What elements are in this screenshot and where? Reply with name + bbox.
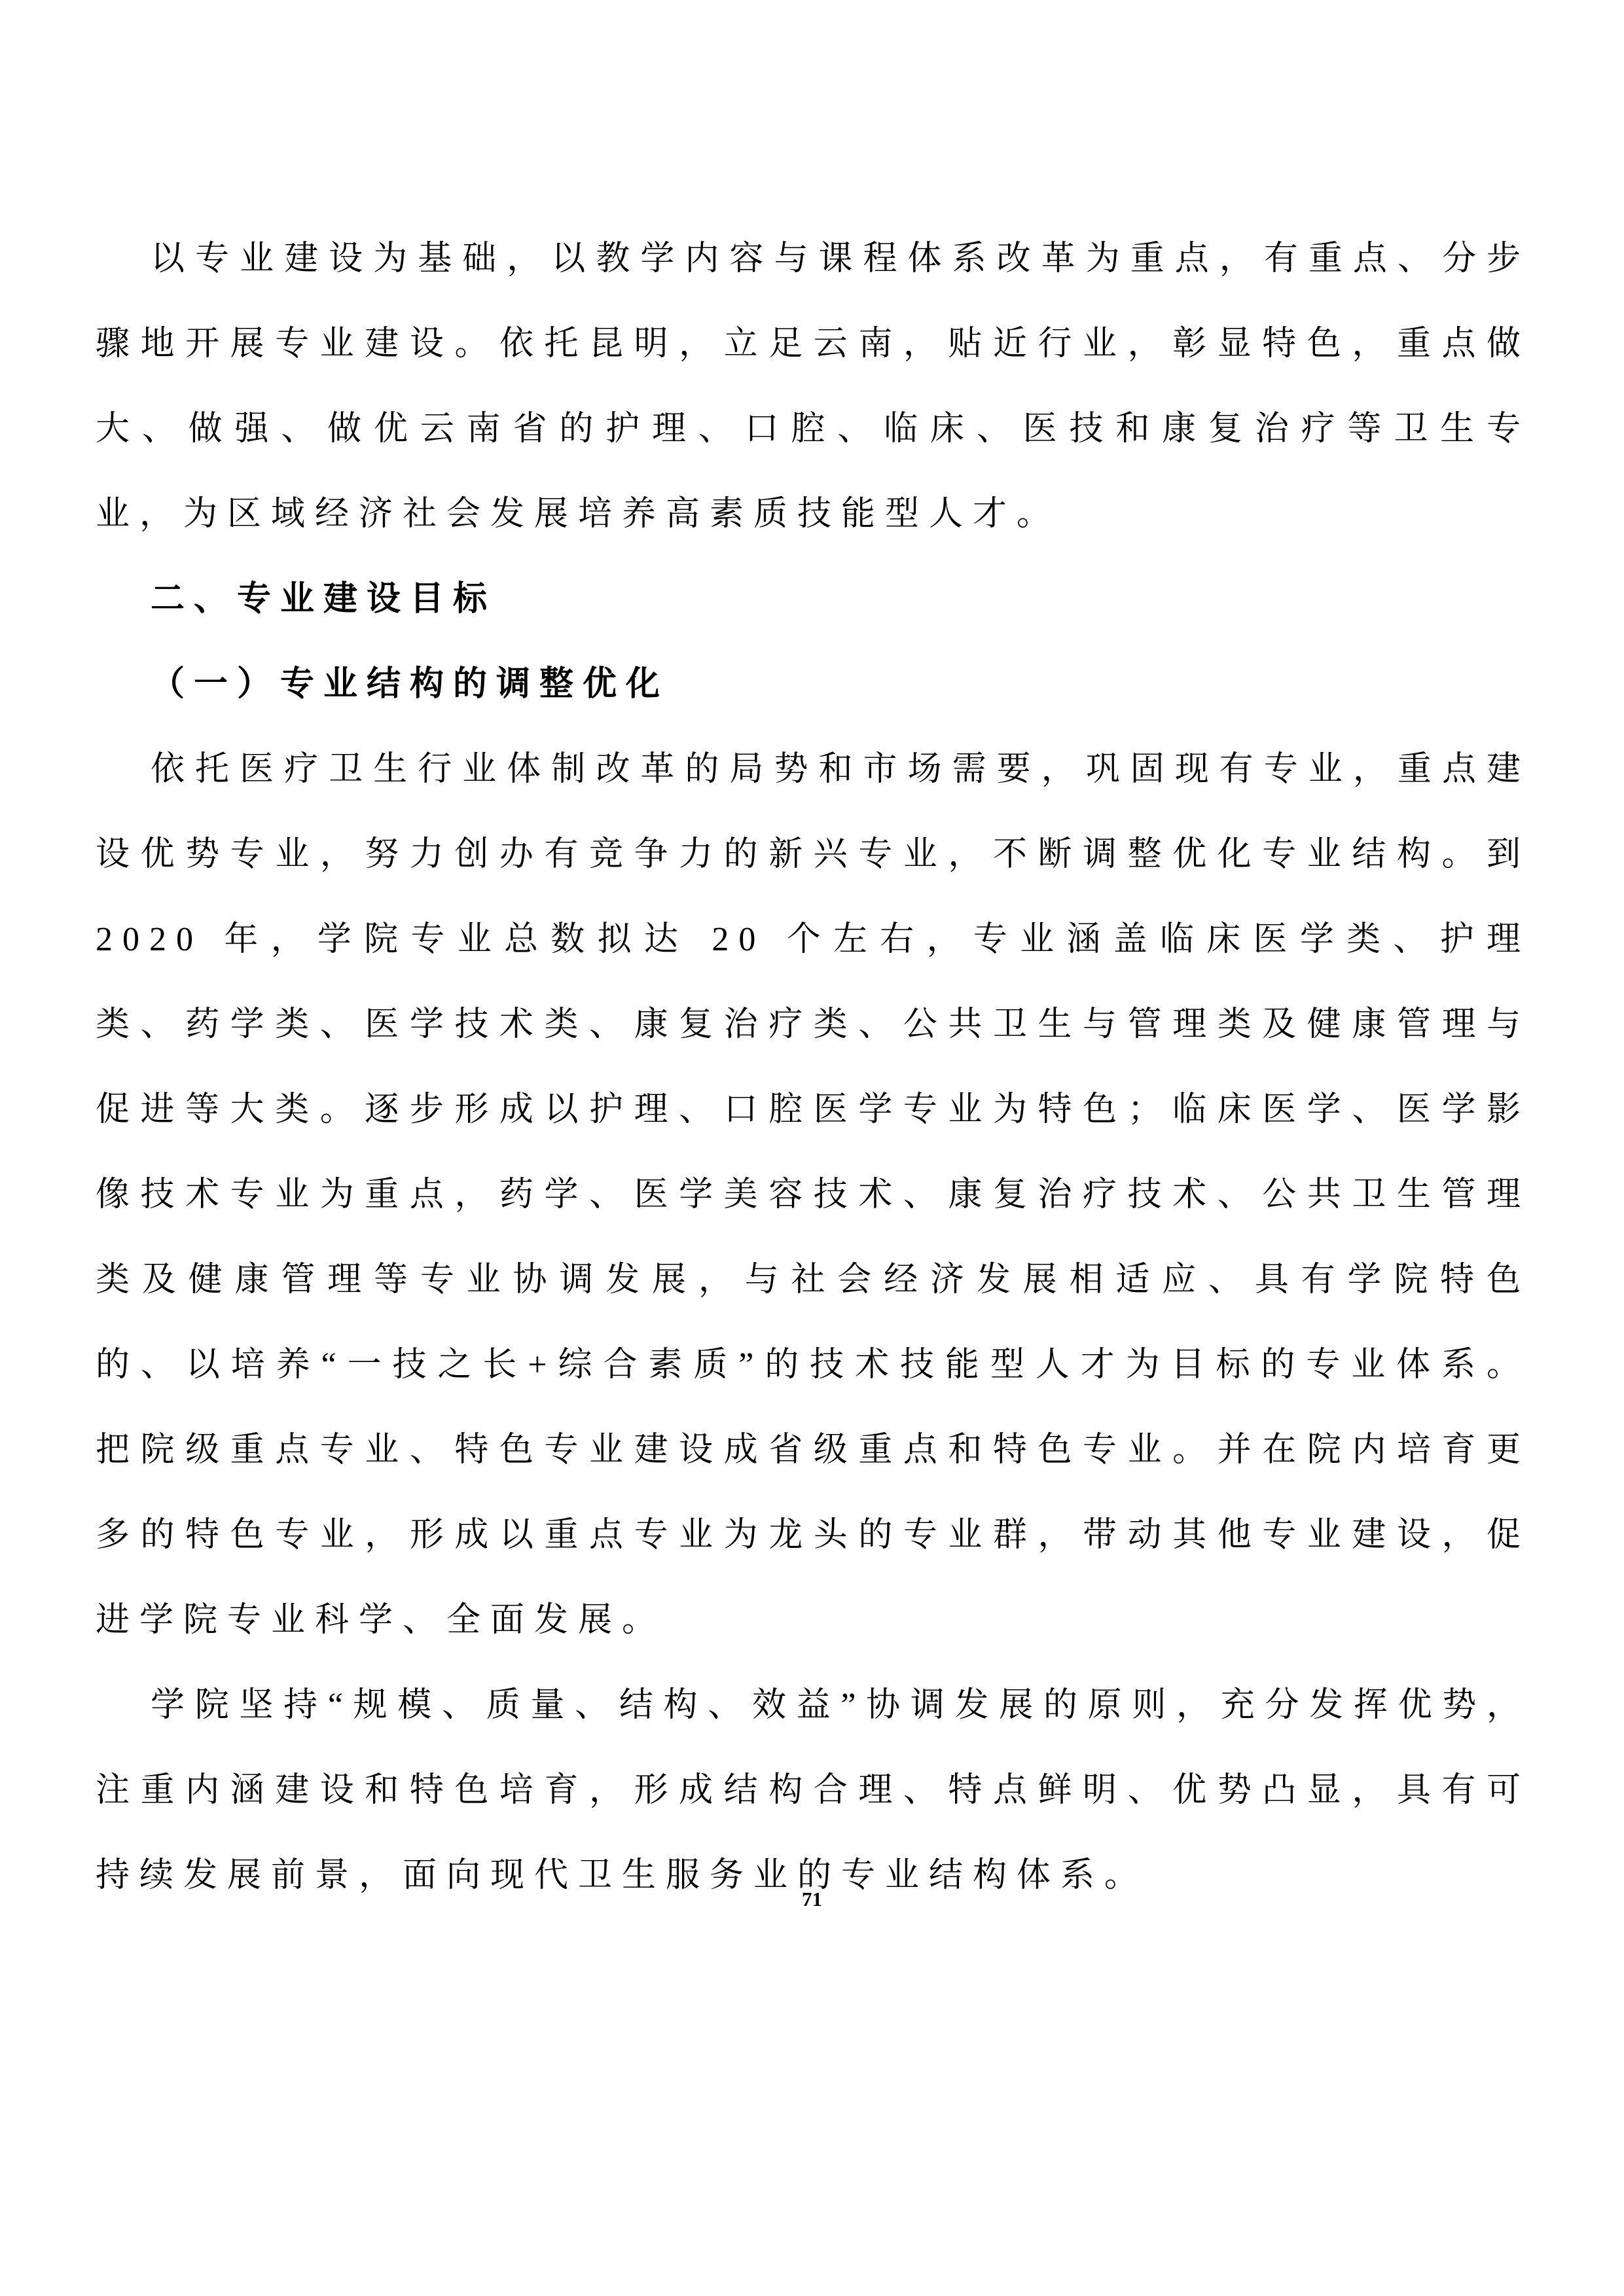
section-heading: 二、专业建设目标 (151, 581, 497, 618)
paragraph-structure-goals: 依托医疗卫生行业体制改革的局势和市场需要，巩固现有专业，重点建设优势专业，努力创办有竞争力的新兴专业，不断调整优化专业结构。到 2020 年，学院专业总数拟达 20 个左右，专业涵盖临床医学类、护理类、药学类、医学技术类、康复治疗类、公共卫生与管理类及健康管理与促进等大类。逐步形成以护理、口腔医学专业为特色；临床医学、医学影像技术专业为重点，药学、医学美容技术、康复治疗技术、公共卫生管理类及健康管理等专业协调发展，与社会经济发展相适应、具有学院特色的、以培养“一技之长+综合素质”的技术技能型人才为目标的专业体系。把院级重点专业、特色专业建设成省级重点和特色专业。并在院内培育更多的特色专业，形成以重点专业为龙头的专业群，带动其他专业建设，促进学院专业科学、全面发展。 (96, 751, 1530, 1639)
page-number: 71 (802, 1888, 822, 1910)
document-body (96, 217, 1530, 1918)
paragraph-development-principle: 学院坚持“规模、质量、结构、效益”协调发展的原则，充分发挥优势，注重内涵建设和特色培育，形成结构合理、特点鲜明、优势凸显，具有可持续发展前景，面向现代卫生服务业的专业结构体系。 (96, 1687, 1530, 1894)
paragraph-intro: 以专业建设为基础，以教学内容与课程体系改革为重点，有重点、分步骤地开展专业建设。依托昆明，立足云南，贴近行业，彰显特色，重点做大、做强、做优云南省的护理、口腔、临床、医技和康复治疗等卫生专业，为区域经济社会发展培养高素质技能型人才。 (96, 240, 1530, 533)
subsection-heading: （一）专业结构的调整优化 (151, 666, 670, 703)
